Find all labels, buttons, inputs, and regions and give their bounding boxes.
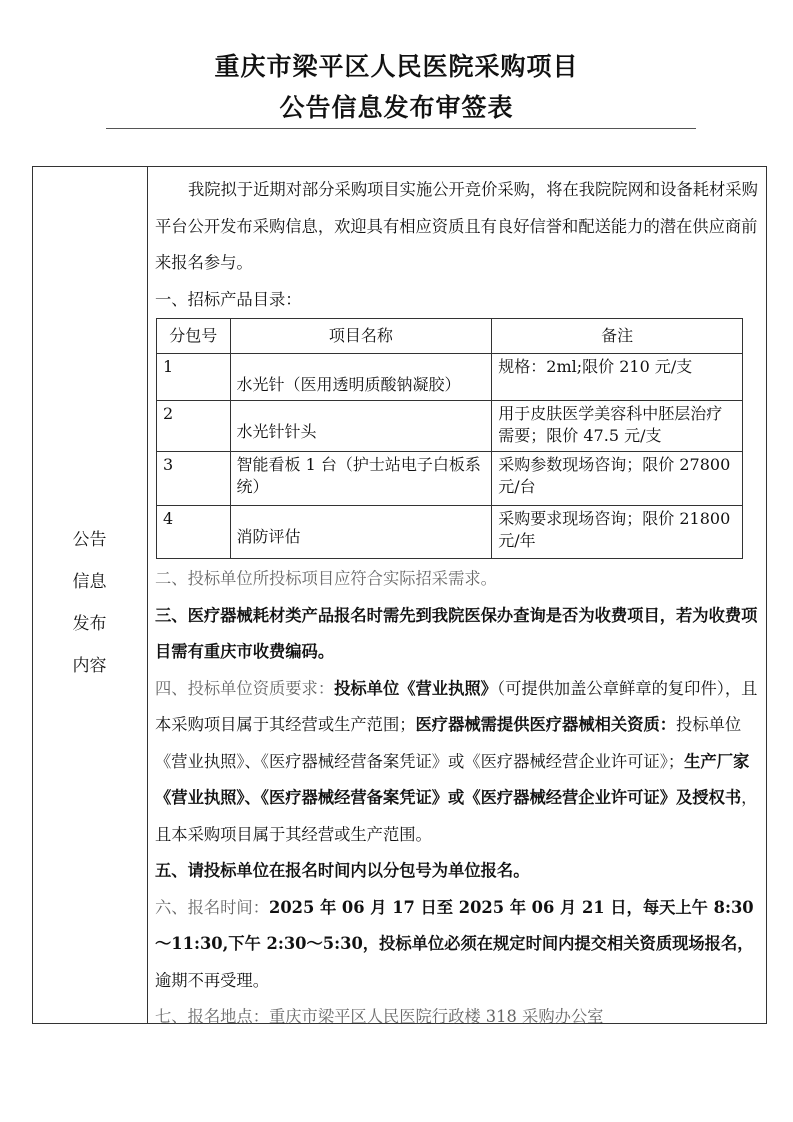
table-row <box>157 506 743 559</box>
section7-text: 七、报名地点：重庆市梁平区人民医院行政楼 318 采购办公室 <box>155 1007 604 1026</box>
column-divider <box>147 166 148 1024</box>
section4-text2: 投标单位《营业执照》、《医疗器械经营备案凭证》或《医疗器械经营企业许可证》； <box>155 715 742 771</box>
announcement-content <box>155 172 767 1036</box>
section2-text: 二、投标单位所投标项目应符合实际招采需求。 <box>155 569 497 588</box>
intro-paragraph: 我院拟于近期对部分采购项目实施公开竞价采购，将在我院院网和设备耗材采购平台公开发布采购信息，欢迎具有相应资质且有良好信誉和配送能力的潜在供应商前来报名参与。 <box>155 180 758 272</box>
cell-package-no: 3 <box>157 452 231 506</box>
table-row <box>157 452 743 506</box>
section4-bold3: 生产厂家《营业执照》、《医疗器械经营备案凭证》或《医疗器械经营企业许可证》及授权书 <box>155 751 750 807</box>
item-name-text: 水光针（医用透明质酸钠凝胶） <box>236 375 461 394</box>
cell-remark: 规格：2ml;限价 210 元/支 <box>492 354 743 401</box>
document-title-line1: 重庆市梁平区人民医院采购项目 <box>214 52 579 81</box>
left-label-line2: 信息 <box>72 572 107 592</box>
section5-text: 五、请投标单位在报名时间内以分包号为单位报名。 <box>155 861 530 880</box>
product-table <box>156 318 743 559</box>
section1-heading: 一、招标产品目录： <box>155 289 302 309</box>
table-row <box>157 401 743 452</box>
document-title-line2: 公告信息发布审签表 <box>279 93 514 122</box>
section4-prefix: 四、投标单位资质要求： <box>155 678 335 698</box>
section6-text <box>155 890 767 1000</box>
section3-text: 三、医疗器械耗材类产品报名时需先到我院医保办查询是否为收费项目，若为收费项目需有重庆市收费编码。 <box>155 605 758 661</box>
header-package-no: 分包号 <box>157 319 231 354</box>
title-underline <box>106 128 696 129</box>
cell-package-no: 2 <box>157 401 231 452</box>
cell-remark: 采购参数现场咨询；限价 27800 元/台 <box>492 452 743 506</box>
section6-bold: 2025 年 06 月 17 日至 2025 年 06 月 21 日，每天上午 8:30～11:30,下午 2:30～5:30，投标单位必须在规定时间内提交相关资质现场报名， <box>155 897 754 953</box>
section4-bold1: 投标单位《营业执照》 <box>334 678 497 698</box>
item-name-text: 消防评估 <box>236 527 301 546</box>
cell-remark: 用于皮肤医学美容科中胚层治疗需要；限价 47.5 元/支 <box>492 401 743 452</box>
table-row <box>157 354 743 401</box>
section6-tail: 逾期不再受理。 <box>155 970 269 990</box>
section4-text <box>155 671 767 854</box>
cell-package-no: 4 <box>157 506 231 559</box>
cell-item-name: 智能看板 1 台（护士站电子白板系统） <box>230 452 492 506</box>
cell-item-name <box>230 401 492 452</box>
cell-remark: 采购要求现场咨询；限价 21800 元/年 <box>492 506 743 559</box>
left-label-line4: 内容 <box>72 656 107 676</box>
section6-prefix: 六、报名时间： <box>155 897 269 917</box>
cell-item-name <box>230 354 492 401</box>
section4-text3: ，且本采购项目属于其经营或生产范围。 <box>155 788 758 844</box>
cell-item-name <box>230 506 492 559</box>
table-header-row <box>157 319 743 354</box>
item-name-text: 水光针针头 <box>236 422 317 441</box>
left-label-line1: 公告 <box>72 530 107 550</box>
left-label-line3: 发布 <box>72 614 107 634</box>
section4-bold2: 医疗器械需提供医疗器械相关资质： <box>415 715 677 734</box>
header-remark: 备注 <box>492 319 743 354</box>
header-item-name: 项目名称 <box>230 319 492 354</box>
section4-text1: （可提供加盖公章鲜章的复印件），且本采购项目属于其经营或生产范围； <box>155 678 758 734</box>
cell-package-no: 1 <box>157 354 231 401</box>
